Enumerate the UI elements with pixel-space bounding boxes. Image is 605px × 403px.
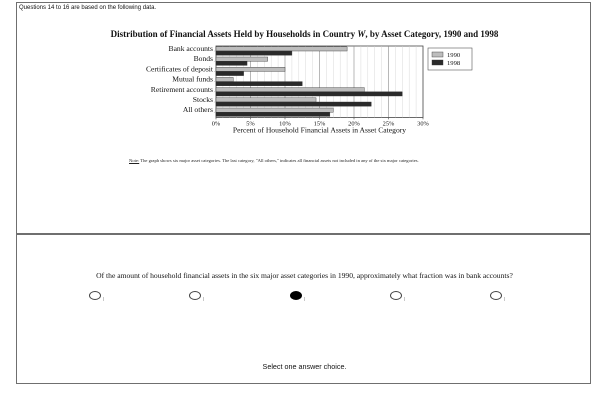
question-text: Of the amount of household financial assets in the six major asset categories in 1990, approximately what fraction was in bank accounts? xyxy=(96,271,513,280)
bar-1998 xyxy=(216,112,330,116)
x-tick-label: 15% xyxy=(313,120,326,128)
category-label: All others xyxy=(182,105,213,115)
answer-choices xyxy=(17,291,592,311)
intro-text: Questions 14 to 16 are based on the following data. xyxy=(19,5,157,11)
category-label: Mutual funds xyxy=(172,74,213,84)
data-panel xyxy=(16,2,591,234)
answer-choice-d[interactable] xyxy=(390,291,402,300)
bar-1998 xyxy=(216,92,402,96)
legend-swatch-1998 xyxy=(432,60,443,65)
choice-tick xyxy=(304,297,305,301)
note-label: Note: xyxy=(129,158,140,163)
choice-tick xyxy=(103,297,104,301)
chart-title: Distribution of Financial Assets Held by Households in Country W, by Asset Category, 1990 and 1998 xyxy=(110,29,499,39)
bar-1990 xyxy=(216,98,316,102)
legend-swatch-1990 xyxy=(432,52,443,57)
answer-choice-c[interactable] xyxy=(290,291,302,300)
answer-choice-a[interactable] xyxy=(89,291,101,300)
bar-1998 xyxy=(216,102,371,106)
choice-tick xyxy=(504,297,505,301)
category-label: Bank accounts xyxy=(168,44,213,53)
bar-1998 xyxy=(216,71,244,75)
x-tick-label: 25% xyxy=(382,120,395,128)
answer-choice-e[interactable] xyxy=(490,291,502,300)
chart-title-variable: W xyxy=(357,29,366,39)
bar-1990 xyxy=(216,88,364,92)
category-label: Stocks xyxy=(192,95,213,104)
x-tick-label: 30% xyxy=(417,120,429,128)
bar-1990 xyxy=(216,108,333,112)
bar-1998 xyxy=(216,61,247,65)
x-tick-label: 10% xyxy=(279,120,291,128)
note-text: The graph shows six major asset categories. The last category, "All others," indicates all financial assets not included in any of the six major categories. xyxy=(139,158,419,163)
legend-label-1998: 1998 xyxy=(447,60,461,67)
x-tick-label: 0% xyxy=(211,120,221,128)
chart-note xyxy=(129,158,419,163)
bar-1998 xyxy=(216,51,292,55)
bar-1990 xyxy=(216,67,285,71)
bar-1990 xyxy=(216,77,233,81)
bar-chart xyxy=(17,3,592,173)
instruction-text: Select one answer choice. xyxy=(262,362,347,371)
bar-1998 xyxy=(216,82,302,86)
category-label: Bonds xyxy=(193,54,213,64)
x-tick-label: 20% xyxy=(348,120,360,128)
bar-1990 xyxy=(216,57,268,61)
choice-tick xyxy=(404,297,405,301)
category-label: Certificates of deposit xyxy=(145,64,213,74)
answer-choice-b[interactable] xyxy=(189,291,201,300)
category-label: Retirement accounts xyxy=(150,84,213,94)
legend-label-1990: 1990 xyxy=(447,52,461,59)
x-tick-label: 5% xyxy=(246,120,255,128)
x-axis-label: Percent of Household Financial Assets in Asset Category xyxy=(232,125,407,135)
question-panel xyxy=(16,234,591,384)
bar-1990 xyxy=(216,47,347,51)
choice-tick xyxy=(203,297,204,301)
